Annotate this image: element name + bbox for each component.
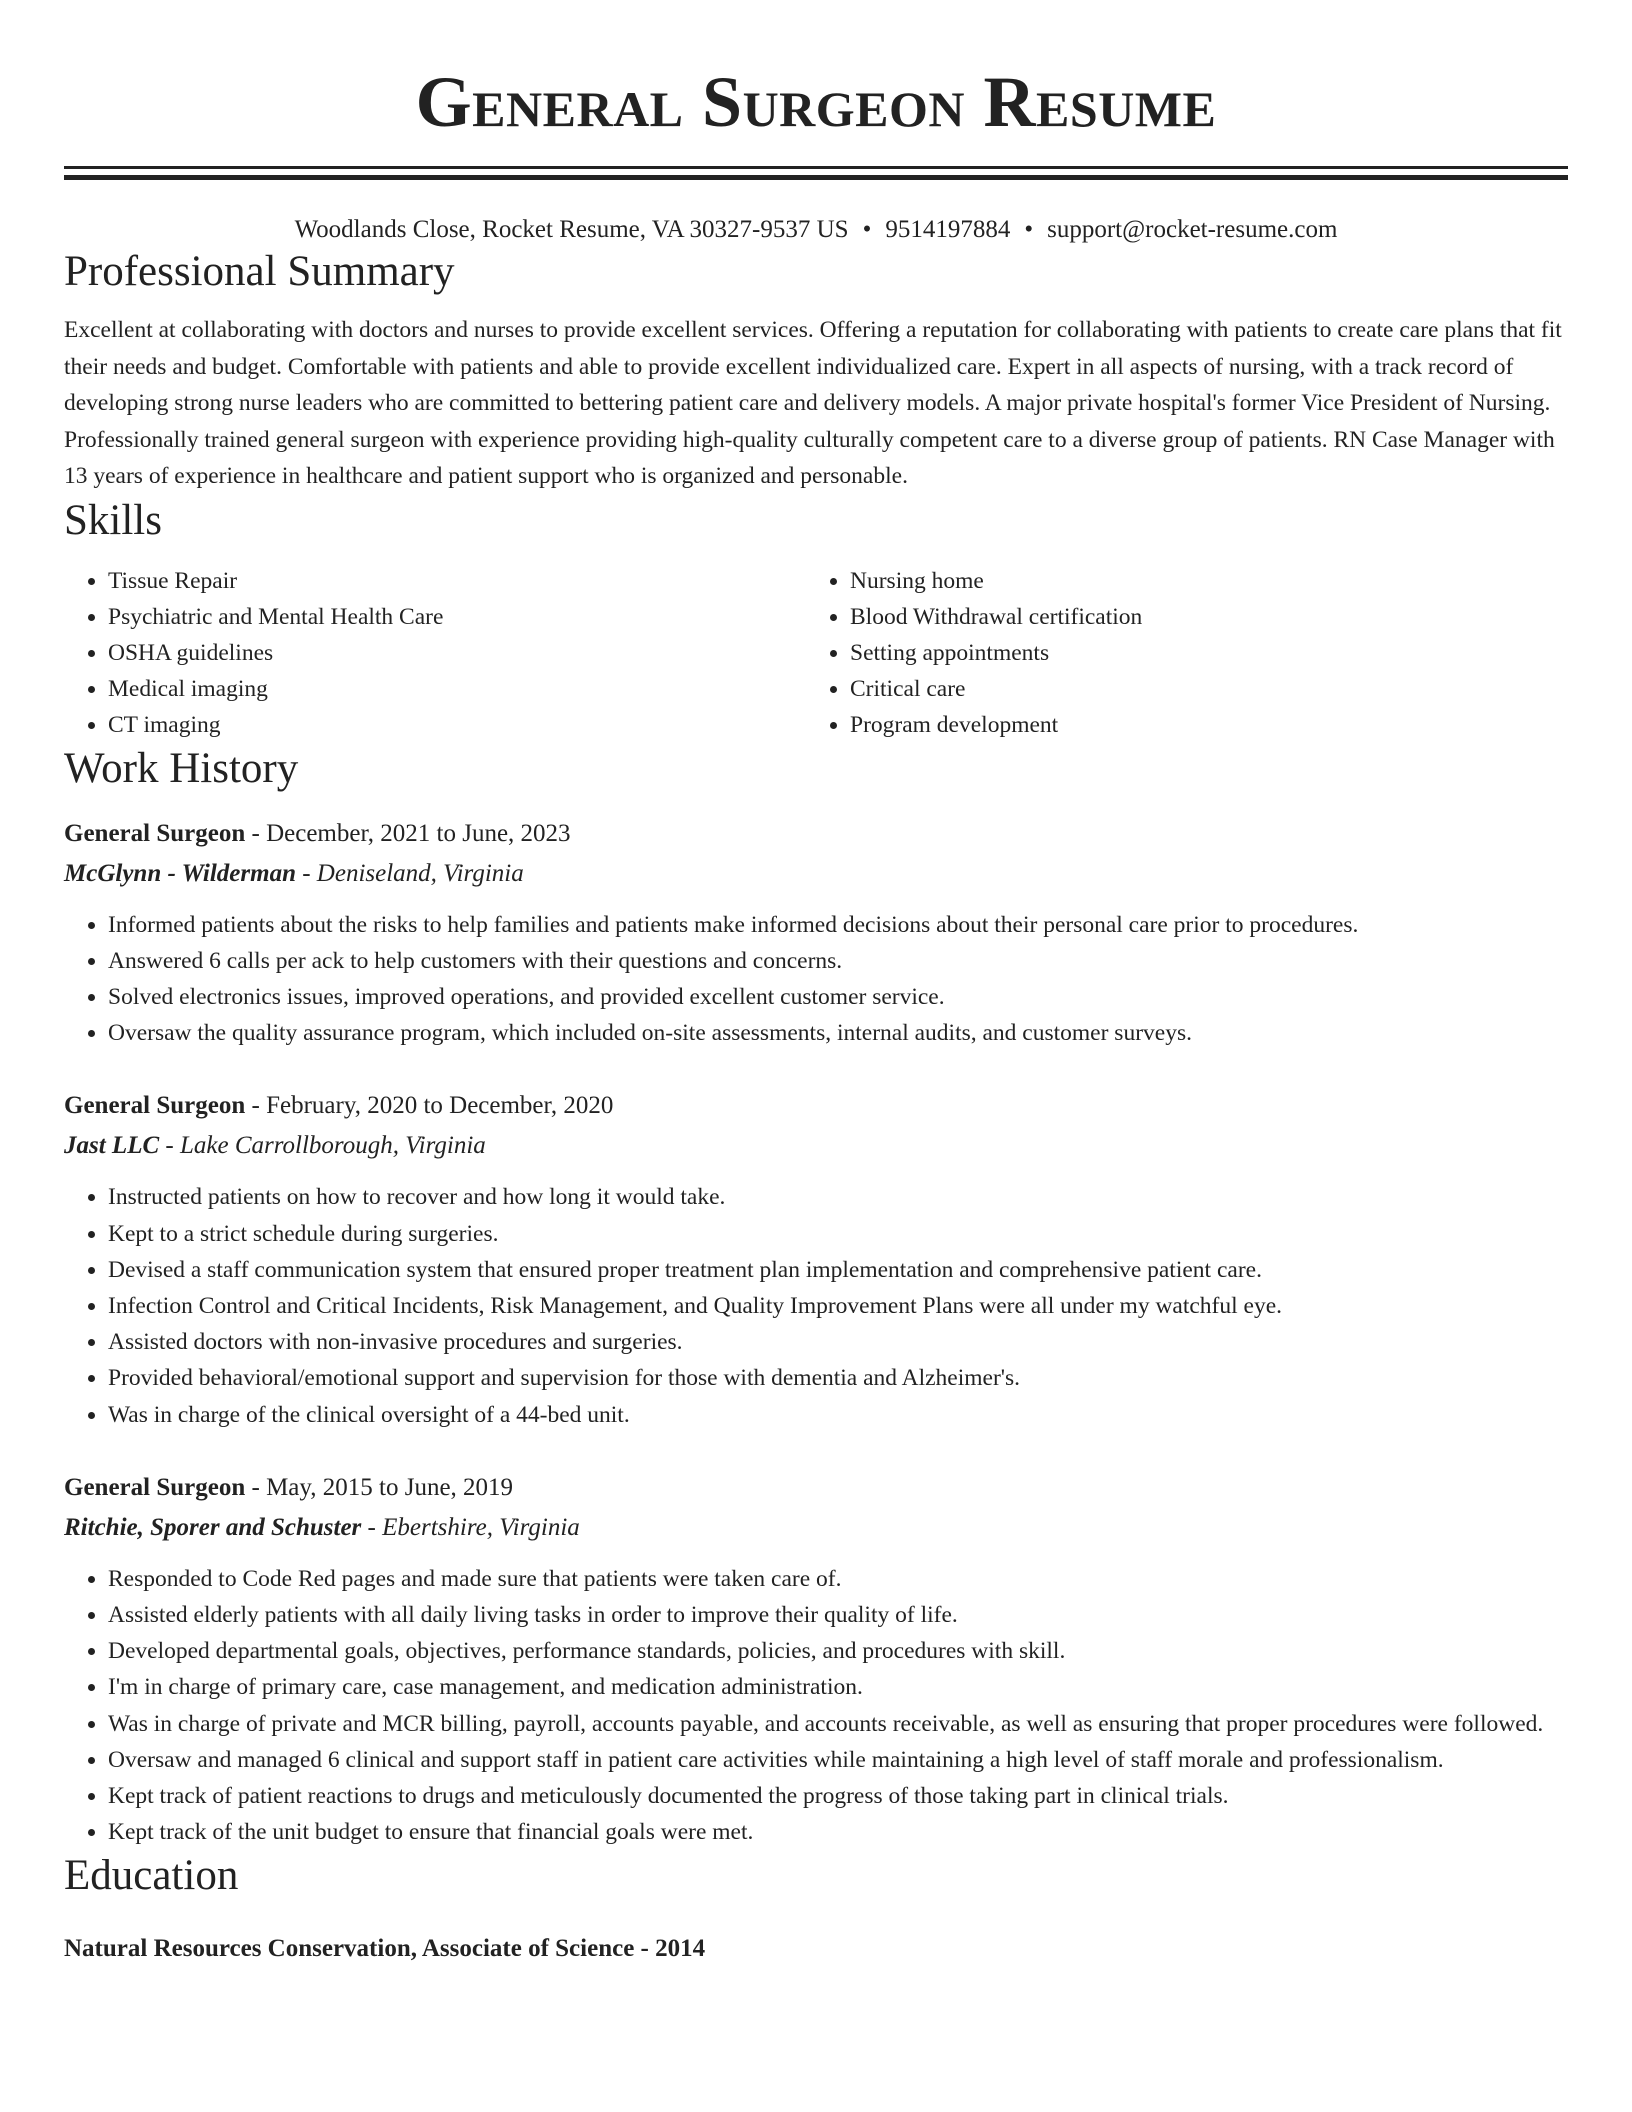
- job-bullet: • Was in charge of private and MCR billing, payroll, accounts payable, and accounts receivable, as well as ensuring that proper procedures were followed.: [108, 1706, 1568, 1742]
- skill-item: • Blood Withdrawal certification: [850, 599, 1548, 635]
- skill-item: • Critical care: [850, 671, 1548, 707]
- work-history-heading: Work History: [64, 744, 299, 792]
- job-dates: - February, 2020 to December, 2020: [245, 1092, 614, 1120]
- job-bullet: • Answered 6 calls per ack to help customers with their questions and concerns.: [108, 943, 1568, 979]
- employer-name: McGlynn - Wilderman: [64, 859, 296, 887]
- employer-name: Ritchie, Sporer and Schuster: [64, 1513, 362, 1541]
- job-bullet: • Assisted elderly patients with all daily living tasks in order to improve their quality of life.: [108, 1597, 1568, 1633]
- contact-separator: •: [862, 216, 872, 243]
- job-bullet: • Solved electronics issues, improved operations, and provided excellent customer service.: [108, 979, 1568, 1015]
- job-bullet: • Provided behavioral/emotional support and supervision for those with dementia and Alzheimer's.: [108, 1360, 1568, 1396]
- job-bullet: • Assisted doctors with non-invasive procedures and surgeries.: [108, 1324, 1568, 1360]
- job-title: General Surgeon: [64, 819, 246, 847]
- job-title: General Surgeon: [64, 1092, 246, 1120]
- contact-line: [64, 214, 1568, 246]
- job-title: General Surgeon: [64, 1473, 246, 1501]
- job-bullet: • Oversaw the quality assurance program, which included on-site assessments, internal audits, and customer surveys.: [108, 1015, 1568, 1051]
- resume-title: General Surgeon Resume: [415, 62, 1217, 142]
- job-bullets: [64, 1561, 1568, 1851]
- education-entry: Natural Resources Conservation, Associate of Science - 2014: [64, 1935, 706, 1963]
- contact-phone: 9514197884: [885, 216, 1011, 243]
- job-entry: [64, 815, 1568, 1052]
- contact-email[interactable]: support@rocket-resume.com: [1047, 216, 1338, 243]
- job-bullet: • Kept track of patient reactions to drugs and meticulously documented the progress of those taking part in clinical trials.: [108, 1778, 1568, 1814]
- skill-item: • Setting appointments: [850, 635, 1548, 671]
- job-bullet: • Devised a staff communication system that ensured proper treatment plan implementation and comprehensive patient care.: [108, 1252, 1568, 1288]
- job-dates: - May, 2015 to June, 2019: [245, 1473, 514, 1501]
- employer-location: - Lake Carrollborough, Virginia: [159, 1132, 486, 1160]
- job-bullet: • I'm in charge of primary care, case management, and medication administration.: [108, 1669, 1568, 1705]
- job-bullet: • Oversaw and managed 6 clinical and support staff in patient care activities while maintaining a high level of staff morale and professionalism.: [108, 1742, 1568, 1778]
- employer-line: [64, 1509, 1568, 1547]
- education-heading: Education: [64, 1852, 239, 1900]
- skill-item: • Medical imaging: [108, 671, 806, 707]
- job-bullets: [64, 1179, 1568, 1432]
- skill-item: • OSHA guidelines: [108, 635, 806, 671]
- job-bullets: [64, 907, 1568, 1052]
- resume-page: [64, 0, 1568, 1968]
- contact-address: Woodlands Close, Rocket Resume, VA 30327-9537 US: [294, 216, 849, 243]
- job-title-line: [64, 815, 1568, 853]
- job-entry: [64, 1469, 1568, 1851]
- skills-list-left: [64, 563, 806, 743]
- employer-location: - Ebertshire, Virginia: [361, 1513, 580, 1541]
- divider-line-top: [64, 166, 1568, 169]
- skills-heading: Skills: [64, 496, 162, 544]
- skill-item: • Nursing home: [850, 563, 1548, 599]
- job-bullet: • Was in charge of the clinical oversight of a 44-bed unit.: [108, 1397, 1568, 1433]
- job-bullet: • Kept track of the unit budget to ensure that financial goals were met.: [108, 1814, 1568, 1850]
- skill-item: • Program development: [850, 707, 1548, 743]
- contact-separator: •: [1024, 216, 1034, 243]
- job-bullet: • Instructed patients on how to recover and how long it would take.: [108, 1179, 1568, 1215]
- job-entry: [64, 1087, 1568, 1432]
- job-bullet: • Kept to a strict schedule during surgeries.: [108, 1216, 1568, 1252]
- job-bullet: • Responded to Code Red pages and made sure that patients were taken care of.: [108, 1561, 1568, 1597]
- summary-heading: Professional Summary: [64, 248, 455, 295]
- job-bullet: • Developed departmental goals, objectives, performance standards, policies, and procedures with skill.: [108, 1633, 1568, 1669]
- skill-item: • Tissue Repair: [108, 563, 806, 599]
- job-bullet: • Informed patients about the risks to help families and patients make informed decisions about their personal care prior to procedures.: [108, 907, 1568, 943]
- divider-line-bottom: [64, 175, 1568, 180]
- skill-item: • Psychiatric and Mental Health Care: [108, 599, 806, 635]
- skill-item: • CT imaging: [108, 707, 806, 743]
- employer-line: [64, 1127, 1568, 1165]
- summary-text: Excellent at collaborating with doctors and nurses to provide excellent services. Offering a reputation for collaborating with patients to create care plans that fit their needs and budget. Comfortable with patients and able to provide excellent individualized care. Expert in all aspects of nursing, with a track record of developing strong nurse leaders who are committed to bettering patient care and delivery models. A major private hospital's former Vice President of Nursing. Professionally trained general surgeon with experience providing high-quality culturally competent care to a diverse group of patients. RN Case Manager with 13 years of experience in healthcare and patient support who is organized and personable.: [64, 317, 1562, 489]
- job-title-line: [64, 1469, 1568, 1507]
- employer-line: [64, 855, 1568, 893]
- job-dates: - December, 2021 to June, 2023: [245, 819, 571, 847]
- employer-name: Jast LLC: [64, 1132, 160, 1160]
- job-bullet: • Infection Control and Critical Incidents, Risk Management, and Quality Improvement Plans were all under my watchful eye.: [108, 1288, 1568, 1324]
- employer-location: - Deniseland, Virginia: [295, 859, 524, 887]
- skills-list-right: [806, 563, 1548, 743]
- skills-columns: [64, 563, 1568, 743]
- job-title-line: [64, 1087, 1568, 1125]
- title-divider: [64, 166, 1568, 180]
